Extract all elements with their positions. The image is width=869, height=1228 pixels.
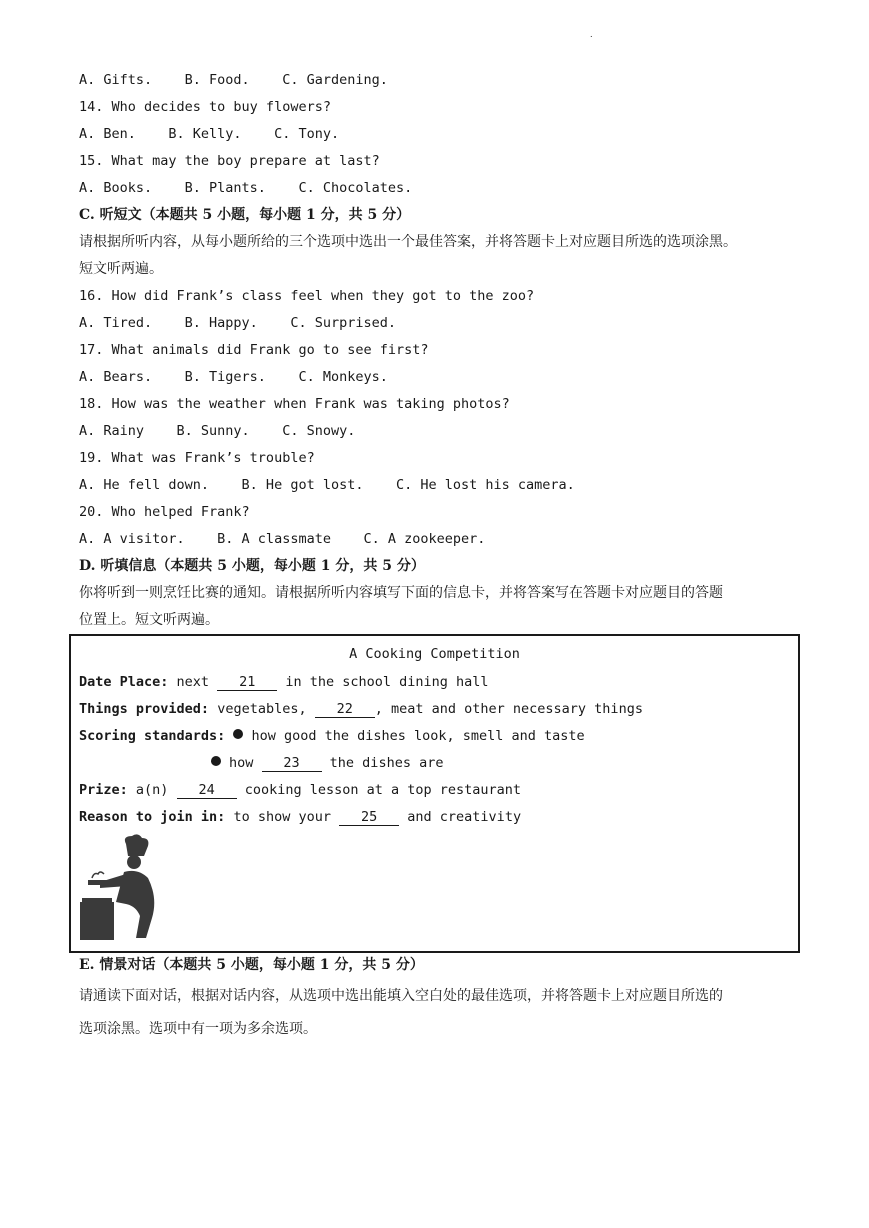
card-scoring-row-2 (211, 754, 443, 772)
blank-24: 24 (177, 782, 237, 799)
section-e-heading: E. 情景对话（本题共 5 小题，每小题 1 分，共 5 分） (79, 957, 424, 973)
q15-options: A. Books. B. Plants. C. Chocolates. (79, 180, 413, 196)
card-date-row (79, 673, 489, 691)
q14-question: 14. Who decides to buy flowers? (79, 99, 331, 115)
prize-pre: a(n) (135, 782, 169, 798)
card-scoring-row (79, 727, 585, 745)
q13-options: A. Gifts. B. Food. C. Gardening. (79, 72, 388, 88)
section-d-instructions-2: 位置上。短文听两遍。 (79, 612, 219, 628)
chef-cooking-icon (78, 834, 168, 944)
q18-options: A. Rainy B. Sunny. C. Snowy. (79, 423, 356, 439)
date-post: in the school dining hall (285, 674, 489, 690)
card-reason-row (79, 808, 521, 826)
section-d-heading: D. 听填信息（本题共 5 小题，每小题 1 分，共 5 分） (79, 558, 425, 574)
date-label: Date Place: (79, 674, 169, 690)
card-prize-row (79, 781, 521, 799)
blank-23: 23 (262, 755, 322, 772)
scoring-2-pre: how (229, 755, 254, 771)
q17-question: 17. What animals did Frank go to see first? (79, 342, 429, 358)
section-e-instructions-2: 选项涂黑。选项中有一项为多余选项。 (79, 1021, 317, 1037)
things-pre: vegetables, (217, 701, 307, 717)
date-pre: next (176, 674, 210, 690)
prize-label: Prize: (79, 782, 128, 798)
blank-25: 25 (339, 809, 399, 826)
q16-options: A. Tired. B. Happy. C. Surprised. (79, 315, 396, 331)
bullet-icon (233, 729, 243, 739)
scoring-label: Scoring standards: (79, 728, 226, 744)
q16-question: 16. How did Frank’s class feel when they got to the zoo? (79, 288, 535, 304)
blank-21: 21 (217, 674, 277, 691)
q17-options: A. Bears. B. Tigers. C. Monkeys. (79, 369, 388, 385)
q19-question: 19. What was Frank’s trouble? (79, 450, 315, 466)
q19-options: A. He fell down. B. He got lost. C. He lost his camera. (79, 477, 575, 493)
card-title: A Cooking Competition (349, 646, 520, 662)
scoring-1: how good the dishes look, smell and taste (251, 728, 585, 744)
q20-options: A. A visitor. B. A classmate C. A zookeeper. (79, 531, 486, 547)
scoring-2-post: the dishes are (329, 755, 444, 771)
reason-label: Reason to join in: (79, 809, 226, 825)
q14-options: A. Ben. B. Kelly. C. Tony. (79, 126, 340, 142)
q18-question: 18. How was the weather when Frank was taking photos? (79, 396, 510, 412)
things-label: Things provided: (79, 701, 210, 717)
section-e-instructions: 请通读下面对话，根据对话内容，从选项中选出能填入空白处的最佳选项，并将答题卡上对应题目所选的 (79, 988, 723, 1004)
reason-pre: to show your (233, 809, 331, 825)
prize-post: cooking lesson at a top restaurant (244, 782, 522, 798)
header-dot: . (590, 30, 593, 39)
section-d-instructions: 你将听到一则烹饪比赛的通知。请根据所听内容填写下面的信息卡，并将答案写在答题卡对应题目的答题 (79, 585, 723, 601)
section-c-heading: C. 听短文（本题共 5 小题，每小题 1 分，共 5 分） (79, 207, 411, 223)
section-c-instructions: 请根据所听内容，从每小题所给的三个选项中选出一个最佳答案，并将答题卡上对应题目所选的选项涂黑。 (79, 234, 737, 250)
q20-question: 20. Who helped Frank? (79, 504, 250, 520)
q15-question: 15. What may the boy prepare at last? (79, 153, 380, 169)
reason-post: and creativity (407, 809, 522, 825)
blank-22: 22 (315, 701, 375, 718)
card-things-row (79, 700, 643, 718)
bullet-icon (211, 756, 221, 766)
things-post: , meat and other necessary things (374, 701, 643, 717)
section-c-instructions-2: 短文听两遍。 (79, 261, 163, 277)
